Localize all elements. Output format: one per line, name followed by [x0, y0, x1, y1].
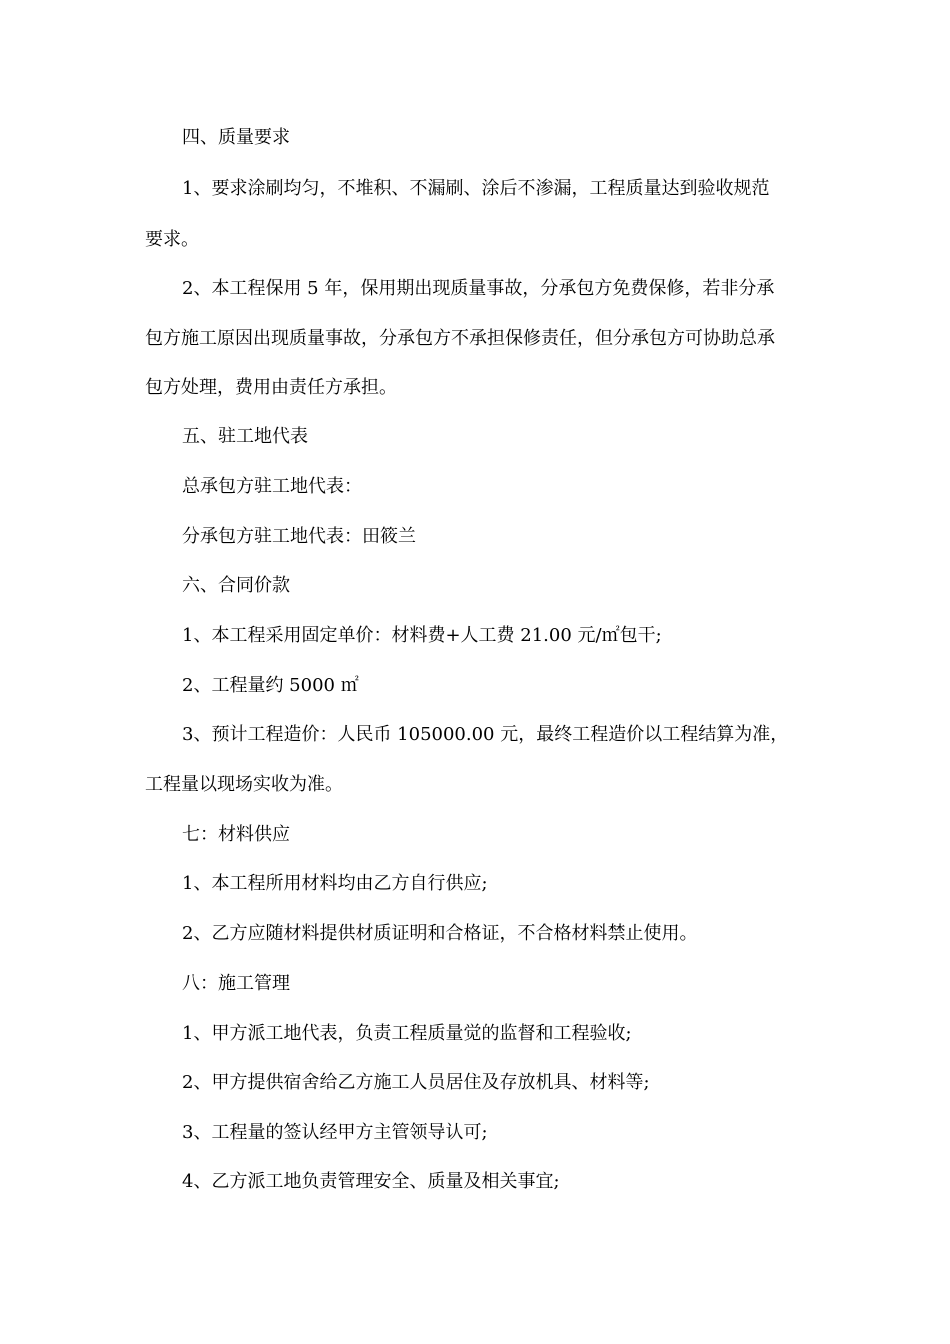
paragraph-line: 4、乙方派工地负责管理安全、质量及相关事宜; — [182, 1171, 560, 1192]
section-heading-materials: 七：材料供应 — [182, 824, 290, 845]
paragraph-line: 2、工程量约 5000 ㎡ — [182, 675, 359, 696]
paragraph-line: 1、本工程所用材料均由乙方自行供应; — [182, 873, 488, 894]
paragraph-line: 总承包方驻工地代表： — [182, 476, 362, 497]
paragraph-line: 2、乙方应随材料提供材质证明和合格证，不合格材料禁止使用。 — [182, 923, 698, 944]
section-heading-quality: 四、质量要求 — [182, 127, 290, 148]
paragraph-line: 工程量以现场实收为准。 — [145, 774, 343, 795]
paragraph-line: 2、甲方提供宿舍给乙方施工人员居住及存放机具、材料等; — [182, 1072, 650, 1093]
section-heading-management: 八：施工管理 — [182, 973, 290, 994]
paragraph-line: 包方施工原因出现质量事故，分承包方不承担保修责任，但分承包方可协助总承 — [145, 328, 775, 349]
paragraph-line: 分承包方驻工地代表：田筱兰 — [182, 526, 416, 547]
paragraph-line: 2、本工程保用 5 年，保用期出现质量事故，分承包方免费保修，若非分承 — [182, 278, 775, 299]
paragraph-line: 包方处理，费用由责任方承担。 — [145, 377, 397, 398]
section-heading-price: 六、合同价款 — [182, 575, 290, 596]
paragraph-line: 3、预计工程造价：人民币 105000.00 元，最终工程造价以工程结算为准， — [182, 724, 789, 745]
paragraph-line: 要求。 — [145, 229, 199, 250]
paragraph-line: 1、要求涂刷均匀，不堆积、不漏刷、涂后不渗漏，工程质量达到验收规范 — [182, 178, 770, 199]
paragraph-line: 3、工程量的签认经甲方主管领导认可; — [182, 1122, 488, 1143]
paragraph-line: 1、本工程采用固定单价：材料费+人工费 21.00 元/㎡包干; — [182, 625, 662, 646]
section-heading-site-rep: 五、驻工地代表 — [182, 426, 308, 447]
paragraph-line: 1、甲方派工地代表，负责工程质量觉的监督和工程验收; — [182, 1023, 632, 1044]
